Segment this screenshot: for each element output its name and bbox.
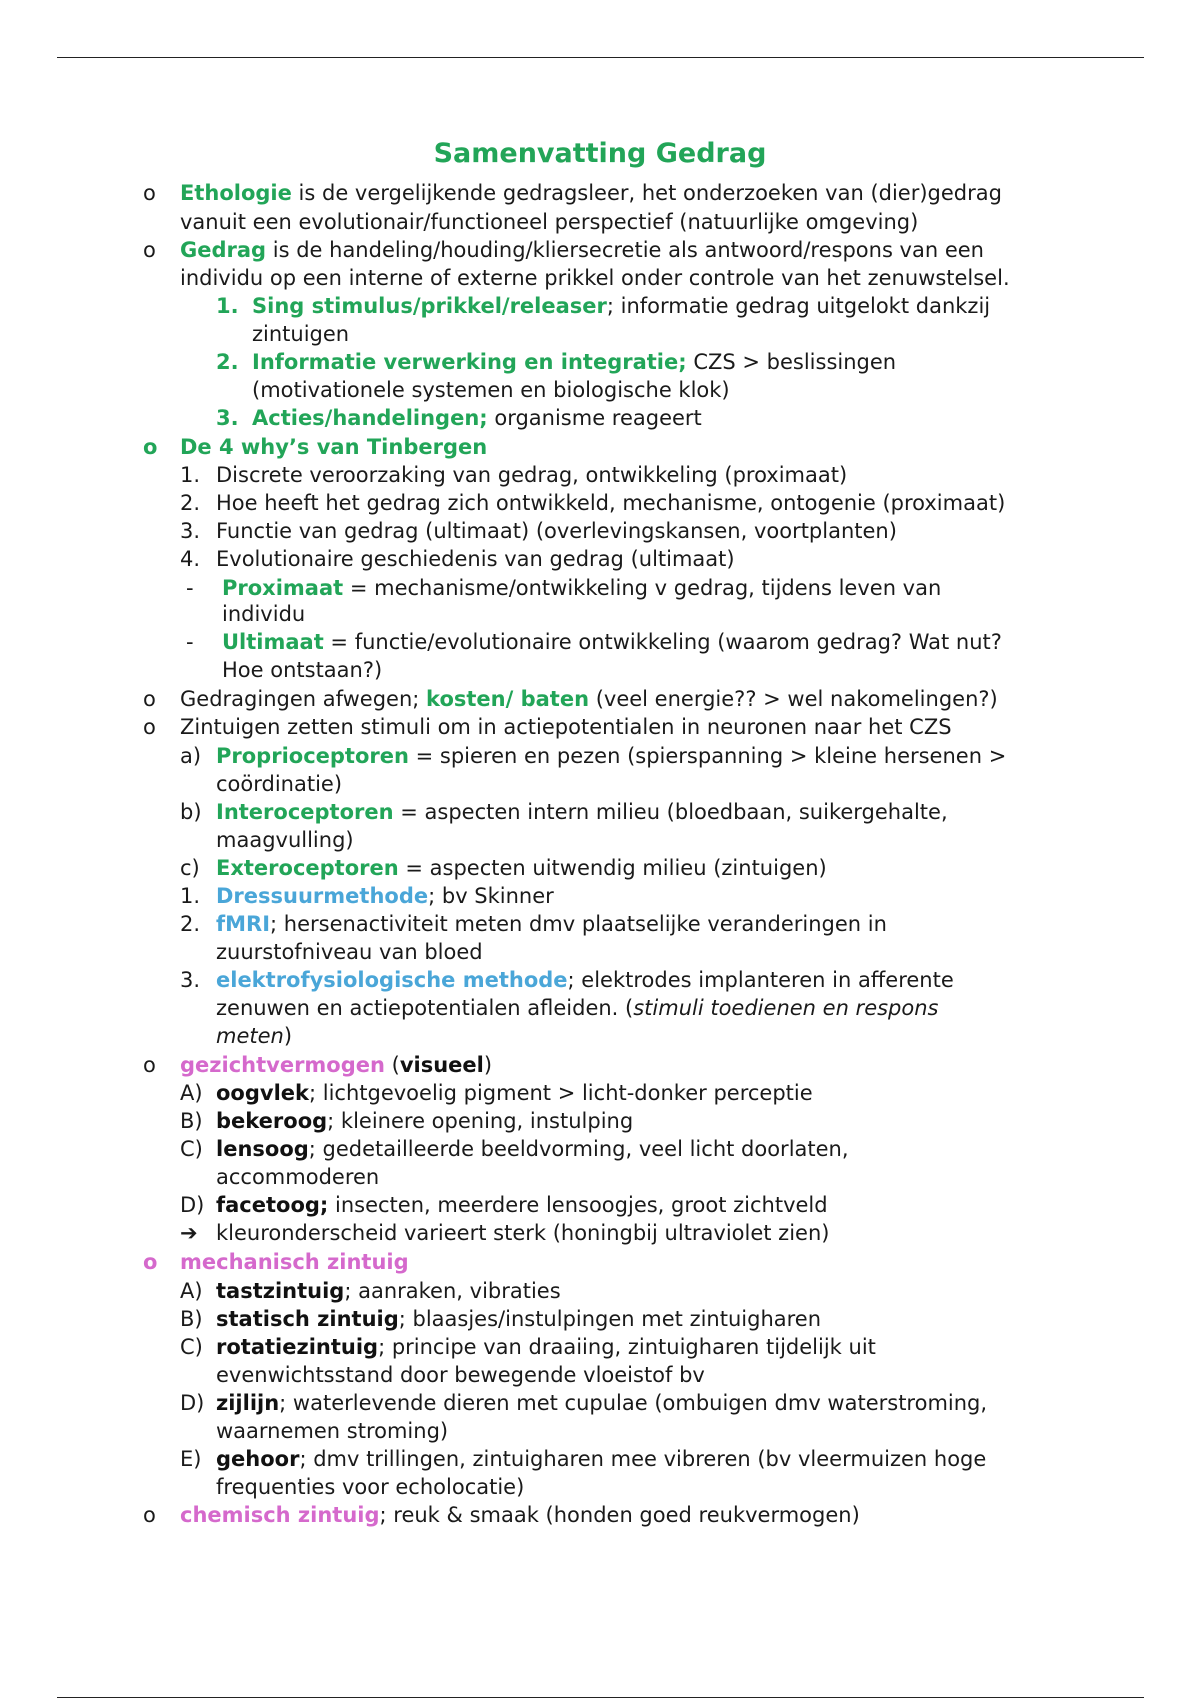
header-rule: [57, 57, 1144, 58]
list-marker: D): [180, 1391, 205, 1415]
text-run: coördinatie): [216, 772, 343, 796]
text-run: individu: [222, 602, 306, 626]
text-run: ; waterlevende dieren met cupulae (ombuigen dmv waterstroming,: [279, 1391, 988, 1415]
list-marker: 1.: [216, 294, 239, 318]
list-marker: 3.: [180, 519, 201, 543]
list-marker: C): [180, 1137, 203, 1161]
list-marker: o: [143, 1250, 158, 1274]
highlighted-term: Interoceptoren: [216, 800, 394, 824]
list-marker: C): [180, 1335, 203, 1359]
line-text: [216, 1191, 828, 1219]
list-marker: 3.: [216, 406, 239, 430]
line-text: [180, 685, 998, 713]
list-marker: 3.: [180, 968, 201, 992]
footer-rule: [57, 1697, 1144, 1698]
list-marker: 1.: [180, 463, 201, 487]
text-run: Discrete veroorzaking van gedrag, ontwikkeling (proximaat): [216, 463, 848, 487]
line-text: [252, 376, 730, 404]
line-text: [216, 1361, 705, 1389]
text-run: zuurstofniveau van bloed: [216, 940, 483, 964]
text-run: = aspecten intern milieu (bloedbaan, suikergehalte,: [393, 800, 948, 824]
line-text: [216, 798, 948, 826]
line-text: [216, 545, 735, 573]
highlighted-term: rotatiezintuig: [216, 1335, 379, 1359]
line-text: [216, 1107, 633, 1135]
list-marker: A): [180, 1081, 203, 1105]
line-text: [216, 489, 1005, 517]
line-text: [180, 208, 918, 236]
line-text: [216, 938, 483, 966]
line-text: [216, 854, 827, 882]
line-text: [180, 433, 487, 461]
list-marker: ➔: [180, 1221, 198, 1245]
text-run: ; reuk & smaak (honden goed reukvermogen): [379, 1503, 860, 1527]
text-run: ; kleinere opening, instulping: [327, 1109, 634, 1133]
highlighted-term: Informatie verwerking en integratie;: [252, 350, 687, 374]
line-text: [252, 348, 896, 376]
highlighted-term: zijlijn: [216, 1391, 280, 1415]
line-text: [216, 882, 554, 910]
highlighted-term: meten: [216, 1024, 284, 1048]
list-marker: -: [186, 576, 194, 600]
line-text: [216, 1445, 986, 1473]
text-run: (motivationele systemen en biologische klok): [252, 378, 730, 402]
list-marker: B): [180, 1109, 203, 1133]
list-marker: 4.: [180, 547, 201, 571]
line-text: [216, 826, 354, 854]
text-run: ; lichtgevoelig pigment > licht-donker perceptie: [308, 1081, 813, 1105]
highlighted-term: statisch zintuig: [216, 1307, 399, 1331]
line-text: [216, 966, 954, 994]
line-text: [216, 1417, 448, 1445]
line-text: [216, 1305, 821, 1333]
text-run: ): [283, 1024, 293, 1048]
text-run: frequenties voor echolocatie): [216, 1475, 525, 1499]
list-marker: o: [143, 715, 156, 739]
list-marker: b): [180, 800, 202, 824]
highlighted-term: facetoog;: [216, 1193, 329, 1217]
text-run: individu op een interne of externe prikkel onder controle van het zenuwstelsel.: [180, 266, 1010, 290]
line-text: [216, 994, 938, 1022]
text-run: Functie van gedrag (ultimaat) (overlevingskansen, voortplanten): [216, 519, 897, 543]
highlighted-term: Proximaat: [222, 576, 344, 600]
list-marker: a): [180, 744, 202, 768]
text-run: ; hersenactiviteit meten dmv plaatselijke veranderingen in: [270, 912, 887, 936]
text-run: Evolutionaire geschiedenis van gedrag (ultimaat): [216, 547, 735, 571]
highlighted-term: Sing stimulus/prikkel/releaser: [252, 294, 607, 318]
line-text: [216, 1473, 524, 1501]
line-text: [216, 1219, 829, 1247]
highlighted-term: bekeroog: [216, 1109, 328, 1133]
line-text: [180, 236, 984, 264]
highlighted-term: lensoog: [216, 1137, 309, 1161]
highlighted-term: gehoor: [216, 1447, 300, 1471]
text-run: ; gedetailleerde beeldvorming, veel licht doorlaten,: [308, 1137, 849, 1161]
highlighted-term: Proprioceptoren: [216, 744, 409, 768]
text-run: maagvulling): [216, 828, 354, 852]
line-text: [216, 1163, 379, 1191]
highlighted-term: Ethologie: [180, 181, 292, 205]
text-run: ; bv Skinner: [428, 884, 554, 908]
highlighted-term: mechanisch zintuig: [180, 1250, 409, 1274]
list-marker: -: [186, 630, 194, 654]
list-marker: 2.: [216, 350, 239, 374]
highlighted-term: Exteroceptoren: [216, 856, 399, 880]
text-run: = spieren en pezen (spierspanning > kleine hersenen >: [408, 744, 1007, 768]
text-run: = mechanisme/ontwikkeling v gedrag, tijdens leven van: [343, 576, 942, 600]
text-run: accommoderen: [216, 1165, 380, 1189]
list-marker: 2.: [180, 912, 201, 936]
list-marker: D): [180, 1193, 205, 1217]
highlighted-term: Acties/handelingen;: [252, 406, 488, 430]
text-run: waarnemen stroming): [216, 1419, 449, 1443]
line-text: [180, 1501, 860, 1529]
highlighted-term: stimuli toedienen en respons: [633, 996, 939, 1020]
highlighted-term: Ultimaat: [222, 630, 324, 654]
text-run: zenuwen en actiepotentialen afleiden. (: [216, 996, 634, 1020]
text-run: vanuit een evolutionair/functioneel perspectief (natuurlijke omgeving): [180, 210, 919, 234]
text-run: Zintuigen zetten stimuli om in actiepotentialen in neuronen naar het CZS: [180, 715, 952, 739]
page-title: Samenvatting Gedrag: [433, 138, 767, 169]
line-text: [216, 1389, 987, 1417]
highlighted-term: tastzintuig: [216, 1279, 345, 1303]
list-marker: 2.: [180, 491, 201, 515]
line-text: [252, 320, 349, 348]
text-run: is de vergelijkende gedragsleer, het onderzoeken van (dier)gedrag: [291, 181, 1002, 205]
highlighted-term: oogvlek: [216, 1081, 309, 1105]
list-marker: 1.: [180, 884, 201, 908]
line-text: [180, 179, 1002, 207]
highlighted-term: chemisch zintuig: [180, 1503, 380, 1527]
line-text: [216, 517, 897, 545]
line-text: [216, 770, 342, 798]
line-text: [216, 1135, 849, 1163]
text-run: insecten, meerdere lensoogjes, groot zichtveld: [328, 1193, 828, 1217]
text-run: = aspecten uitwendig milieu (zintuigen): [398, 856, 827, 880]
line-text: [216, 461, 847, 489]
line-text: [216, 742, 1006, 770]
line-text: [180, 1248, 409, 1276]
text-run: ; principe van draaiing, zintuigharen tijdelijk uit: [378, 1335, 876, 1359]
text-run: ): [483, 1053, 493, 1077]
text-run: ; elektrodes implanteren in afferente: [567, 968, 954, 992]
text-run: evenwichtsstand door bewegende vloeistof bv: [216, 1363, 705, 1387]
text-run: Gedragingen afwegen;: [180, 687, 427, 711]
line-text: [222, 600, 305, 628]
highlighted-term: De 4 why’s van Tinbergen: [180, 435, 488, 459]
text-run: zintuigen: [252, 322, 350, 346]
text-run: kleuronderscheid varieert sterk (honingbij ultraviolet zien): [216, 1221, 830, 1245]
list-marker: A): [180, 1279, 203, 1303]
line-text: [252, 292, 990, 320]
highlighted-term: gezichtvermogen: [180, 1053, 385, 1077]
line-text: [180, 264, 1010, 292]
line-text: [180, 713, 952, 741]
line-text: [216, 1277, 561, 1305]
list-marker: E): [180, 1447, 202, 1471]
highlighted-term: Dressuurmethode: [216, 884, 429, 908]
text-run: ; blaasjes/instulpingen met zintuigharen: [398, 1307, 822, 1331]
text-run: Hoe heeft het gedrag zich ontwikkeld, mechanisme, ontogenie (proximaat): [216, 491, 1006, 515]
line-text: [252, 404, 702, 432]
text-run: = functie/evolutionaire ontwikkeling (waarom gedrag? Wat nut?: [323, 630, 1002, 654]
line-text: [222, 628, 1002, 656]
line-text: [222, 574, 941, 602]
highlighted-term: kosten/ baten: [426, 687, 590, 711]
highlighted-term: visueel: [399, 1053, 484, 1077]
list-marker: o: [143, 181, 156, 205]
text-run: organisme reageert: [487, 406, 702, 430]
line-text: [216, 910, 887, 938]
text-run: CZS > beslissingen: [686, 350, 897, 374]
text-run: ; informatie gedrag uitgelokt dankzij: [606, 294, 991, 318]
highlighted-term: elektrofysiologische methode: [216, 968, 568, 992]
list-marker: o: [143, 238, 156, 262]
highlighted-term: fMRI: [216, 912, 271, 936]
text-run: (: [384, 1053, 400, 1077]
line-text: [222, 656, 382, 684]
text-run: (veel energie?? > wel nakomelingen?): [589, 687, 998, 711]
list-marker: o: [143, 687, 156, 711]
list-marker: B): [180, 1307, 203, 1331]
list-marker: o: [143, 435, 158, 459]
line-text: [216, 1333, 876, 1361]
line-text: [180, 1051, 492, 1079]
line-text: [216, 1022, 292, 1050]
text-run: ; dmv trillingen, zintuigharen mee vibreren (bv vleermuizen hoge: [299, 1447, 987, 1471]
text-run: Hoe ontstaan?): [222, 658, 383, 682]
list-marker: c): [180, 856, 200, 880]
text-run: is de handeling/houding/kliersecretie als antwoord/respons van een: [266, 238, 984, 262]
list-marker: o: [143, 1053, 156, 1077]
text-run: ; aanraken, vibraties: [344, 1279, 561, 1303]
list-marker: o: [143, 1503, 156, 1527]
highlighted-term: Gedrag: [180, 238, 267, 262]
line-text: [216, 1079, 813, 1107]
